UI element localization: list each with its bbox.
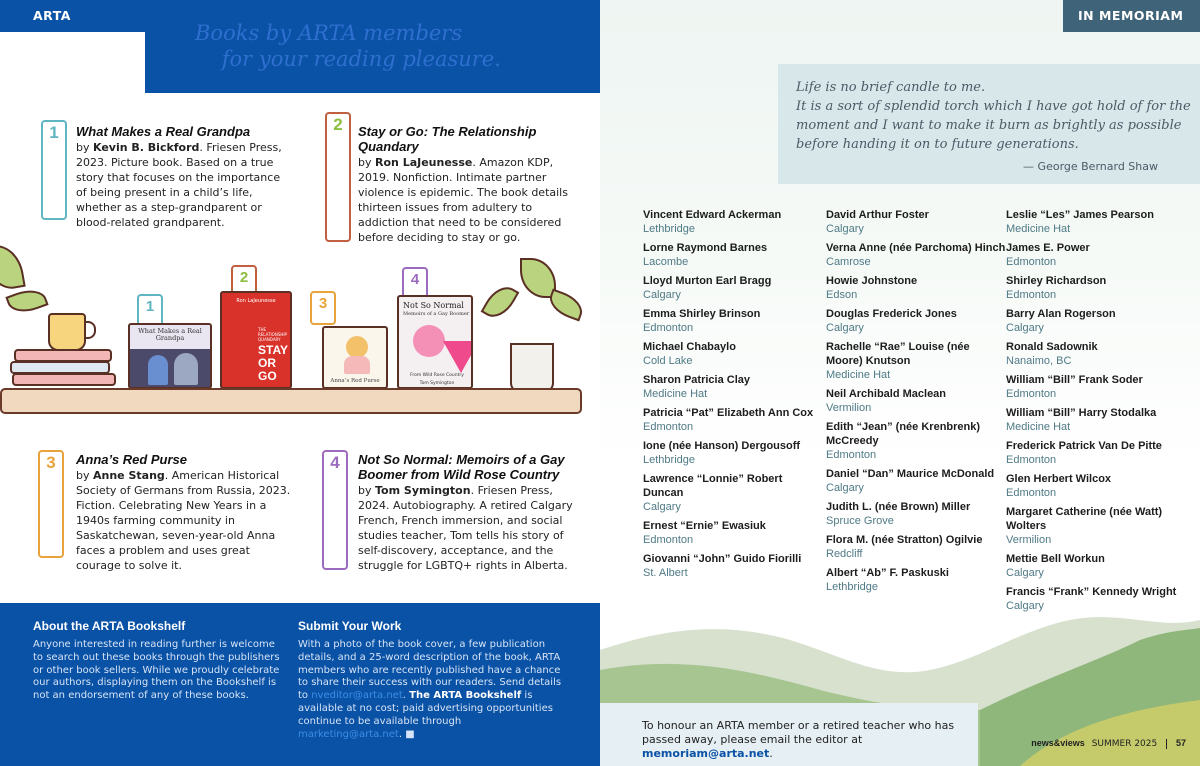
member-name: Lloyd Murton Earl Bragg (643, 275, 772, 287)
member-location: Edmonton (643, 534, 694, 546)
member-name: Mettie Bell Workun (1006, 553, 1105, 565)
memoriam-entry (1006, 552, 1186, 580)
member-location: Edmonton (1006, 388, 1057, 400)
memoriam-entry (1006, 307, 1186, 335)
book-cover-2: Ron LaJeunesse THE RELATIONSHIP QUANDARY STAY OR GO (220, 291, 292, 389)
memoriam-entry (826, 420, 1006, 462)
member-location: Redcliff (826, 548, 863, 560)
member-name: Sharon Patricia Clay (643, 374, 750, 386)
plant-leaf (0, 241, 26, 293)
member-location: Calgary (643, 289, 681, 301)
member-name: Ione (née Hanson) Dergousoff (643, 440, 801, 452)
shelf-board (0, 388, 582, 414)
memoriam-entry (1006, 439, 1186, 467)
memoriam-column (1006, 208, 1186, 618)
book-cover-1: What Makes a Real Grandpa (128, 323, 212, 389)
member-location: Edmonton (643, 322, 694, 334)
member-location: Lacombe (643, 256, 689, 268)
memoriam-entry (1006, 585, 1186, 613)
nveditor-email-link[interactable]: nveditor@arta.net (311, 690, 403, 702)
quote-attribution: — George Bernard Shaw (1023, 160, 1158, 173)
about-text: Anyone interested in reading further is welcome to search out these books through the publishers or other book sellers. While we proudly celebrate our authors, displaying them on the Bookshelf is not an endorsement of any of these books. (33, 639, 280, 702)
book-description: . Friesen Press, 2023. Picture book. Based on a true story that focuses on the importance of being present in a child’s life, whether as a step-grandparent or blood-related grandparent. (76, 141, 282, 229)
cover-badge: 4 (402, 267, 428, 301)
member-location: Medicine Hat (1006, 223, 1071, 235)
bookshelf-footer (0, 603, 600, 766)
member-name: William “Bill” Frank Soder (1006, 374, 1143, 386)
memoriam-entry (1006, 340, 1186, 368)
member-location: Lethbridge (826, 581, 878, 593)
plant-leaf (481, 280, 520, 323)
plant-leaf (545, 289, 586, 322)
member-name: Douglas Frederick Jones (826, 308, 957, 320)
member-location: Edmonton (643, 421, 694, 433)
member-name: Judith L. (née Brown) Miller (826, 501, 971, 513)
member-name: Verna Anne (née Parchoma) Hinch (826, 242, 1006, 254)
memoriam-entry (826, 467, 1006, 495)
book-title: Anna’s Red Purse (76, 452, 188, 467)
member-name: Ronald Sadownik (1006, 341, 1098, 353)
member-name: Lorne Raymond Barnes (643, 242, 768, 254)
book-cover-3: Anna’s Red Purse (322, 326, 388, 389)
member-location: Edmonton (826, 449, 877, 461)
member-location: Edmonton (1006, 256, 1057, 268)
member-name: Giovanni “John” Guido Fiorilli (643, 553, 802, 565)
memoriam-entry (826, 241, 1006, 269)
book-number-badge: 1 (41, 120, 67, 220)
member-name: Ernest “Ernie” Ewasiuk (643, 520, 766, 532)
memoriam-entry (643, 406, 823, 434)
memoriam-column (826, 208, 1006, 599)
about-heading: About the ARTA Bookshelf (33, 619, 186, 633)
member-name: David Arthur Foster (826, 209, 929, 221)
section-tag: IN MEMORIAM (1063, 0, 1200, 32)
memoriam-entry (643, 519, 823, 547)
book-number-badge: 3 (38, 450, 64, 558)
member-location: Edmonton (1006, 454, 1057, 466)
book-entry (358, 452, 573, 573)
member-name: William “Bill” Harry Stodalka (1006, 407, 1157, 419)
issue-label: SUMMER 2025 (1091, 739, 1158, 749)
memoriam-entry (1006, 406, 1186, 434)
member-name: Michael Chabaylo (643, 341, 736, 353)
member-location: Calgary (1006, 322, 1044, 334)
member-name: Flora M. (née Stratton) Ogilvie (826, 534, 983, 546)
member-name: Vincent Edward Ackerman (643, 209, 782, 221)
page-folio (1031, 738, 1186, 749)
quote-text: Life is no brief candle to me. It is a sort of splendid torch which I have got hold of for the moment and I want to make it burn as brightly as possible before handing it on to future generations. (796, 80, 1191, 152)
member-name: James E. Power (1006, 242, 1090, 254)
book-title: What Makes a Real Grandpa (76, 124, 251, 139)
member-location: Medicine Hat (1006, 421, 1071, 433)
memoriam-entry (643, 208, 823, 236)
plant-leaf (5, 284, 48, 318)
member-location: Edmonton (1006, 487, 1057, 499)
book-title: Stay or Go: The Relationship Quandary (358, 124, 537, 154)
memoriam-notice (600, 703, 978, 766)
cover-badge: 2 (231, 265, 257, 297)
magazine-name: news&views (1031, 738, 1085, 748)
book-author: Kevin B. Bickford (93, 141, 200, 154)
cover-badge: 1 (137, 294, 163, 328)
member-name: Patricia “Pat” Elizabeth Ann Cox (643, 407, 814, 419)
section-tag: ARTA BOOKSHELF (0, 0, 157, 32)
member-name: Neil Archibald Maclean (826, 388, 947, 400)
member-name: Emma Shirley Brinson (643, 308, 761, 320)
member-location: Calgary (1006, 567, 1044, 579)
member-location: Vermilion (826, 402, 872, 414)
notice-text: To honour an ARTA member or a retired teacher who has passed away, please email the editor at memoriam@arta.net. (642, 719, 955, 760)
memoriam-entry (1006, 505, 1186, 547)
memoriam-entry (1006, 208, 1186, 236)
member-location: Calgary (643, 501, 681, 513)
book-description: . American Historical Society of Germans from Russia, 2023. Fiction. Celebrating New Years in a 1940s farming community in Saskatchewan, seven-year-old Anna faces a problem and uses great courage to solve it. (76, 469, 291, 572)
member-location: Calgary (826, 322, 864, 334)
member-name: Albert “Ab” F. Paskuski (826, 567, 949, 579)
book-description: . Friesen Press, 2024. Autobiography. A retired Calgary French, French immersion, and social studies teacher, Tom tells his story of self-discovery, acceptance, and the struggle for LGBTQ+ rights in Alberta. (358, 484, 573, 572)
plant-pot (510, 343, 554, 393)
memoriam-entry (643, 307, 823, 335)
memoriam-entry (826, 208, 1006, 236)
member-name: Margaret Catherine (née Watt) Wolters (1006, 506, 1163, 532)
member-location: Medicine Hat (643, 388, 708, 400)
memoriam-entry (1006, 373, 1186, 401)
memoriam-entry (643, 241, 823, 269)
memoriam-entry (1006, 472, 1186, 500)
memoriam-entry (643, 274, 823, 302)
book-number-badge: 2 (325, 112, 351, 242)
marketing-email-link[interactable]: marketing@arta.net (298, 728, 399, 740)
submit-heading: Submit Your Work (298, 619, 402, 633)
memoriam-entry (826, 533, 1006, 561)
member-name: Frederick Patrick Van De Pitte (1006, 440, 1162, 452)
member-name: Edith “Jean” (née Krenbrenk) McCreedy (826, 421, 981, 447)
memoriam-column (643, 208, 823, 585)
memoriam-entry (643, 439, 823, 467)
member-location: Cold Lake (643, 355, 693, 367)
member-location: Medicine Hat (826, 369, 891, 381)
memoriam-entry (826, 307, 1006, 335)
member-name: Rachelle “Rae” Louise (née Moore) Knutson (826, 341, 970, 367)
book-number-badge: 4 (322, 450, 348, 570)
member-name: Leslie “Les” James Pearson (1006, 209, 1154, 221)
member-name: Barry Alan Rogerson (1006, 308, 1116, 320)
memoriam-entry (1006, 241, 1186, 269)
member-name: Lawrence “Lonnie” Robert Duncan (643, 473, 783, 499)
member-location: St. Albert (643, 567, 688, 579)
book-description: . Amazon KDP, 2019. Nonfiction. Intimate partner violence is epidemic. The book details thirteen issues from adultery to addiction that need to be considered before deciding to stay or go. (358, 156, 568, 244)
quote-box (778, 64, 1200, 184)
member-location: Lethbridge (643, 454, 695, 466)
member-location: Lethbridge (643, 223, 695, 235)
member-location: Camrose (826, 256, 871, 268)
member-name: Francis “Frank” Kennedy Wright (1006, 586, 1177, 598)
book-author: Anne Stang (93, 469, 165, 482)
memoriam-entry (643, 373, 823, 401)
submit-text: With a photo of the book cover, a few publication details, and a 25-word description of the book, ARTA members who are recently published have a chance to share their success with our readers. Send details to nveditor@arta.net. The ARTA Bookshelf is available at no cost; paid advertising opportunities continue to be available through marketing@arta.net. ■ (298, 639, 562, 740)
memoriam-entry (1006, 274, 1186, 302)
by-label: by (76, 469, 93, 482)
memoriam-entry (826, 500, 1006, 528)
book-entry (76, 452, 298, 573)
memoriam-entry (826, 274, 1006, 302)
page-number: 57 (1175, 738, 1186, 748)
member-location: Edmonton (1006, 289, 1057, 301)
member-location: Edson (826, 289, 858, 301)
member-location: Calgary (1006, 600, 1044, 612)
book-title: Not So Normal: Memoirs of a Gay Boomer from Wild Rose Country (358, 452, 565, 482)
cover-badge: 3 (310, 291, 336, 325)
memoriam-email-link[interactable]: memoriam@arta.net (642, 747, 770, 760)
stacked-book (12, 373, 116, 386)
by-label: by (358, 484, 375, 497)
member-name: Glen Herbert Wilcox (1006, 473, 1112, 485)
book-author: Ron LaJeunesse (375, 156, 473, 169)
book-entry (76, 124, 291, 230)
member-name: Howie Johnstone (826, 275, 918, 287)
member-location: Calgary (826, 223, 864, 235)
by-label: by (76, 141, 93, 154)
member-location: Calgary (826, 482, 864, 494)
member-name: Shirley Richardson (1006, 275, 1107, 287)
member-location: Spruce Grove (826, 515, 894, 527)
mug (48, 313, 86, 351)
member-name: Daniel “Dan” Maurice McDonald (826, 468, 995, 480)
by-label: by (358, 156, 375, 169)
memoriam-entry (826, 340, 1006, 382)
memoriam-entry (643, 552, 823, 580)
in-memoriam-page (600, 0, 1200, 766)
tagline: Books by ARTA members for your reading pleasure. (195, 21, 501, 71)
memoriam-entry (826, 566, 1006, 594)
memoriam-entry (643, 472, 823, 514)
book-cover-4: Not So Normal Memoirs of a Gay Boomer From Wild Rose Country Tom Symington (397, 295, 473, 389)
memoriam-entry (643, 340, 823, 368)
book-author: Tom Symington (375, 484, 471, 497)
mug-handle (84, 321, 96, 339)
member-location: Vermilion (1006, 534, 1052, 546)
member-location: Nanaimo, BC (1006, 355, 1072, 367)
memoriam-entry (826, 387, 1006, 415)
book-entry (358, 124, 573, 245)
